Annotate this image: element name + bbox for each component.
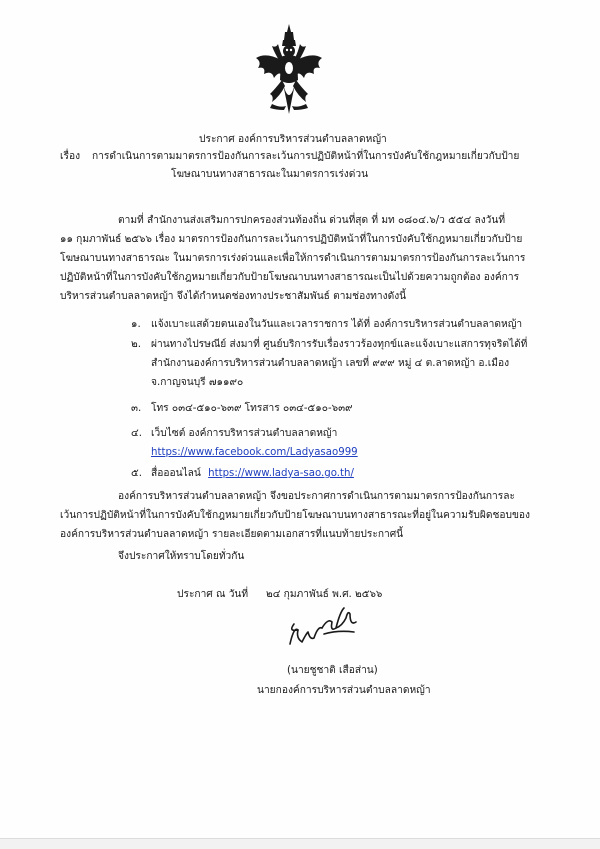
date-label: ประกาศ ณ วันที่ [177,589,249,600]
paragraph-1-line: ปฏิบัติหน้าที่ในการบังคับใช้กฎหมายเกี่ยวกับป้ายโฆษณาบนทางสาธารณะเป็นไปด้วยความถูกต้อง องค์การ [60,272,520,283]
garuda-emblem-icon [252,22,326,118]
list-item-text: ผ่านทางไปรษณีย์ ส่งมาที่ ศูนย์บริการรับเรื่องราวร้องทุกข์และแจ้งเบาะแสการทุจริตได้ที่ [151,339,528,350]
date-value: ๒๔ กุมภาพันธ์ พ.ศ. ๒๕๖๖ [266,589,383,600]
list-item-number: ๕. [131,468,142,479]
paragraph-2-line: องค์การบริหารส่วนตำบลลาดหญ้า จึงขอประกาศการดำเนินการตามมาตรการป้องกันการละ [118,491,515,502]
paragraph-1-line: ๑๑ กุมภาพันธ์ ๒๕๖๖ เรื่อง มาตรการป้องกันการละเว้นการปฏิบัติหน้าที่ในการบังคับใช้กฎหมายเกี่ยวกับป้าย [60,234,523,245]
subject-label: เรื่อง [60,151,81,162]
closing-text: จึงประกาศให้ทราบโดยทั่วกัน [118,551,245,562]
paragraph-2-line: เว้นการปฏิบัติหน้าที่ในการบังคับใช้กฎหมายเกี่ยวกับป้ายโฆษณาบนทางสาธารณะที่อยู่ในความรับผิดชอบของ [60,510,531,521]
paragraph-1-line: ตามที่ สำนักงานส่งเสริมการปกครองส่วนท้องถิ่น ด่วนที่สุด ที่ มท ๐๘๐๔.๖/ว ๕๕๔ ลงวันที่ [118,215,506,226]
facebook-link[interactable]: https://www.facebook.com/Ladyasao999 [151,447,358,458]
paragraph-1-line: บริหารส่วนตำบลลาดหญ้า จึงได้กำหนดช่องทางประชาสัมพันธ์ ตามช่องทางดังนี้ [60,291,407,302]
subject-line-1: การดำเนินการตามมาตรการป้องกันการละเว้นการปฏิบัติหน้าที่ในการบังคับใช้กฎหมายเกี่ยวกับป้าย [92,151,520,162]
announcement-title: ประกาศ องค์การบริหารส่วนตำบลลาดหญ้า [199,134,387,145]
online-media-label: สื่อออนไลน์ [151,468,201,479]
list-item-text: จ.กาญจนบุรี ๗๑๑๙๐ [151,377,244,388]
list-item-number: ๑. [131,319,141,330]
list-item-text: เว็บไซต์ องค์การบริหารส่วนตำบลลาดหญ้า [151,428,338,439]
signer-name: (นายชูชาติ เสือส่าน) [287,665,378,676]
signer-position: นายกองค์การบริหารส่วนตำบลลาดหญ้า [257,685,431,696]
subject-line-2: โฆษณาบนทางสาธารณะในมาตรการเร่งด่วน [171,169,369,180]
paragraph-2-line: องค์การบริหารส่วนตำบลลาดหญ้า รายละเอียดตามเอกสารที่แนบท้ายประกาศนี้ [60,529,404,540]
paragraph-1-line: โฆษณาบนทางสาธารณะ ในมาตรการเร่งด่วนและเพื่อให้การดำเนินการตามมาตรการป้องกันการละเว้นการ [60,253,526,264]
list-item-number: ๒. [131,339,141,350]
handwritten-signature [284,604,362,648]
list-item-text: แจ้งเบาะแสด้วยตนเองในวันและเวลาราชการ ได้ที่ องค์การบริหารส่วนตำบลลาดหญ้า [151,319,523,330]
list-item-number: ๓. [131,403,142,414]
scan-edge [0,838,600,849]
list-item-number: ๔. [131,428,142,439]
website-link[interactable]: https://www.ladya-sao.go.th/ [208,468,354,479]
list-item-text: โทร ๐๓๔-๕๑๐-๖๓๙ โทรสาร ๐๓๔-๕๑๐-๖๓๙ [151,403,353,414]
list-item-text: สำนักงานองค์การบริหารส่วนตำบลลาดหญ้า เลขที่ ๙๙๙ หมู่ ๔ ต.ลาดหญ้า อ.เมือง [151,358,510,369]
